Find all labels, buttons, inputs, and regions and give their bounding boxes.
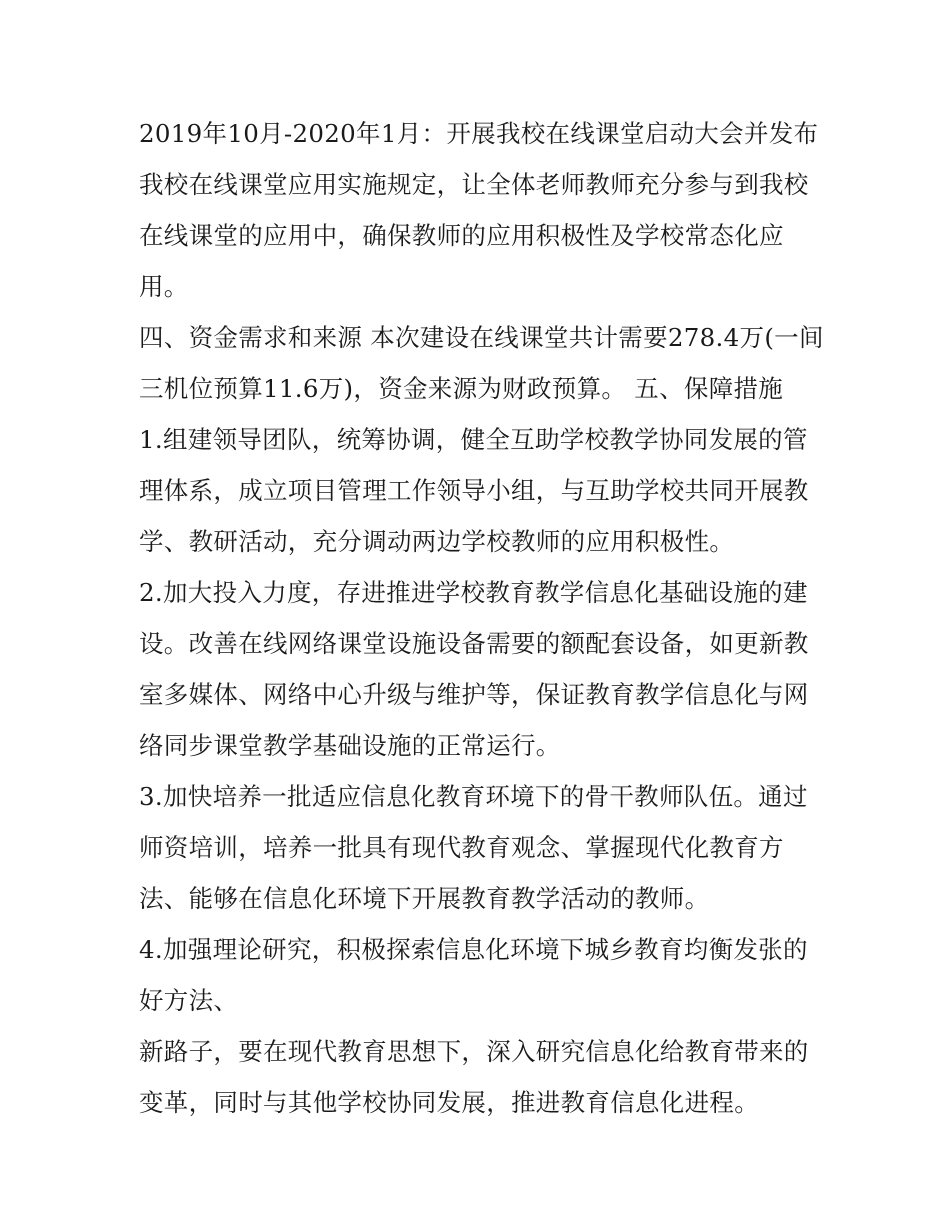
document-body	[139, 108, 829, 1128]
paragraph-measure-4: 4.加强理论研究，积极探索信息化环境下城乡教育均衡发张的好方法、	[139, 935, 808, 1015]
paragraph-schedule: 2019年10月-2020年1月：开展我校在线课堂启动大会并发布我校在线课堂应用实施规定，让全体老师教师充分参与到我校在线课堂的应用中，确保教师的应用积极性及学校常态化应用。	[139, 119, 819, 301]
paragraph-funding: 四、资金需求和来源 本次建设在线课堂共计需要278.4万(一间三机位预算11.6万)，资金来源为财政预算。 五、保障措施	[139, 323, 824, 403]
paragraph-measure-3: 3.加快培养一批适应信息化教育环境下的骨干教师队伍。通过师资培训，培养一批具有现代教育观念、掌握现代化教育方法、能够在信息化环境下开展教育教学活动的教师。	[139, 782, 808, 913]
paragraph-measure-2: 2.加大投入力度，存进推进学校教育教学信息化基础设施的建设。改善在线网络课堂设施设备需要的额配套设备，如更新教室多媒体、网络中心升级与维护等，保证教育教学信息化与网络同步课堂教学基础设施的正常运行。	[139, 578, 809, 760]
paragraph-measure-4-continued: 新路子，要在现代教育思想下，深入研究信息化给教育带来的变革，同时与其他学校协同发展，推进教育信息化进程。	[139, 1037, 809, 1117]
paragraph-measure-1: 1.组建领导团队，统筹协调，健全互助学校教学协同发展的管理体系，成立项目管理工作领导小组，与互助学校共同开展教学、教研活动，充分调动两边学校教师的应用积极性。	[139, 425, 809, 556]
